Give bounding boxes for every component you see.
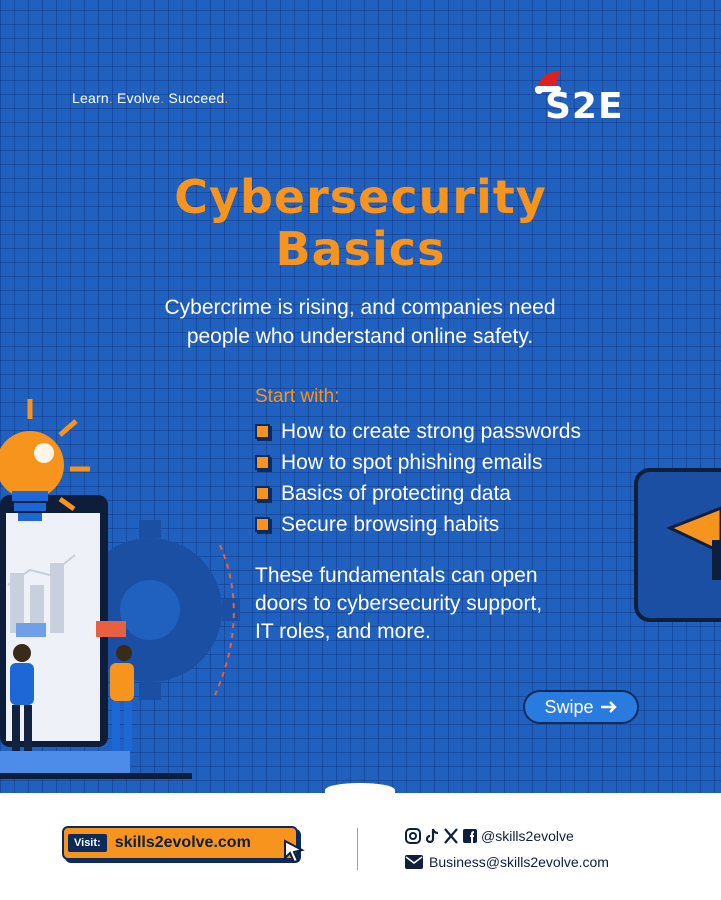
swipe-button[interactable]: Swipe [523, 690, 639, 724]
tagline-learn: Learn [72, 90, 109, 106]
website-url[interactable]: skills2evolve.com [114, 834, 251, 851]
footer-divider [357, 828, 358, 870]
list-item: Secure browsing habits [255, 509, 581, 540]
svg-text:S2E: S2E [545, 86, 624, 124]
visit-tag: Visit: [68, 834, 107, 852]
bullet-icon [255, 486, 270, 501]
facebook-icon[interactable] [462, 828, 478, 844]
graduation-illustration [630, 460, 721, 630]
email-address[interactable]: Business@skills2evolve.com [429, 854, 609, 870]
tiktok-icon[interactable] [424, 828, 440, 844]
x-icon[interactable] [443, 828, 459, 844]
page-title-line2: Basics [275, 222, 446, 276]
tagline-evolve: Evolve [117, 90, 161, 106]
instagram-icon[interactable] [405, 828, 421, 844]
tagline-succeed: Succeed [168, 90, 225, 106]
arrow-right-icon [600, 700, 618, 714]
intro-text: Cybercrime is rising, and companies need people who understand online safety. [164, 296, 556, 348]
bullet-icon [255, 517, 270, 532]
list-item: How to create strong passwords [255, 416, 581, 447]
cursor-icon [282, 838, 308, 864]
cybersecurity-illustration [0, 395, 240, 785]
topics-list [255, 416, 581, 540]
social-handle[interactable]: @skills2evolve [481, 828, 574, 844]
website-link[interactable] [62, 826, 298, 860]
outro-text: These fundamentals can open doors to cybersecurity support, IT roles, and more. [255, 564, 543, 643]
list-item: How to spot phishing emails [255, 447, 581, 478]
page-title-line1: Cybersecurity [174, 170, 547, 224]
social-handles [405, 828, 574, 844]
bullet-icon [255, 455, 270, 470]
list-heading: Start with: [255, 386, 340, 407]
mail-icon [405, 855, 423, 869]
list-item: Basics of protecting data [255, 478, 581, 509]
business-email [405, 854, 609, 870]
tagline: Learn. Evolve. Succeed. [72, 90, 229, 106]
bullet-icon [255, 424, 270, 439]
s2e-logo [533, 66, 643, 124]
